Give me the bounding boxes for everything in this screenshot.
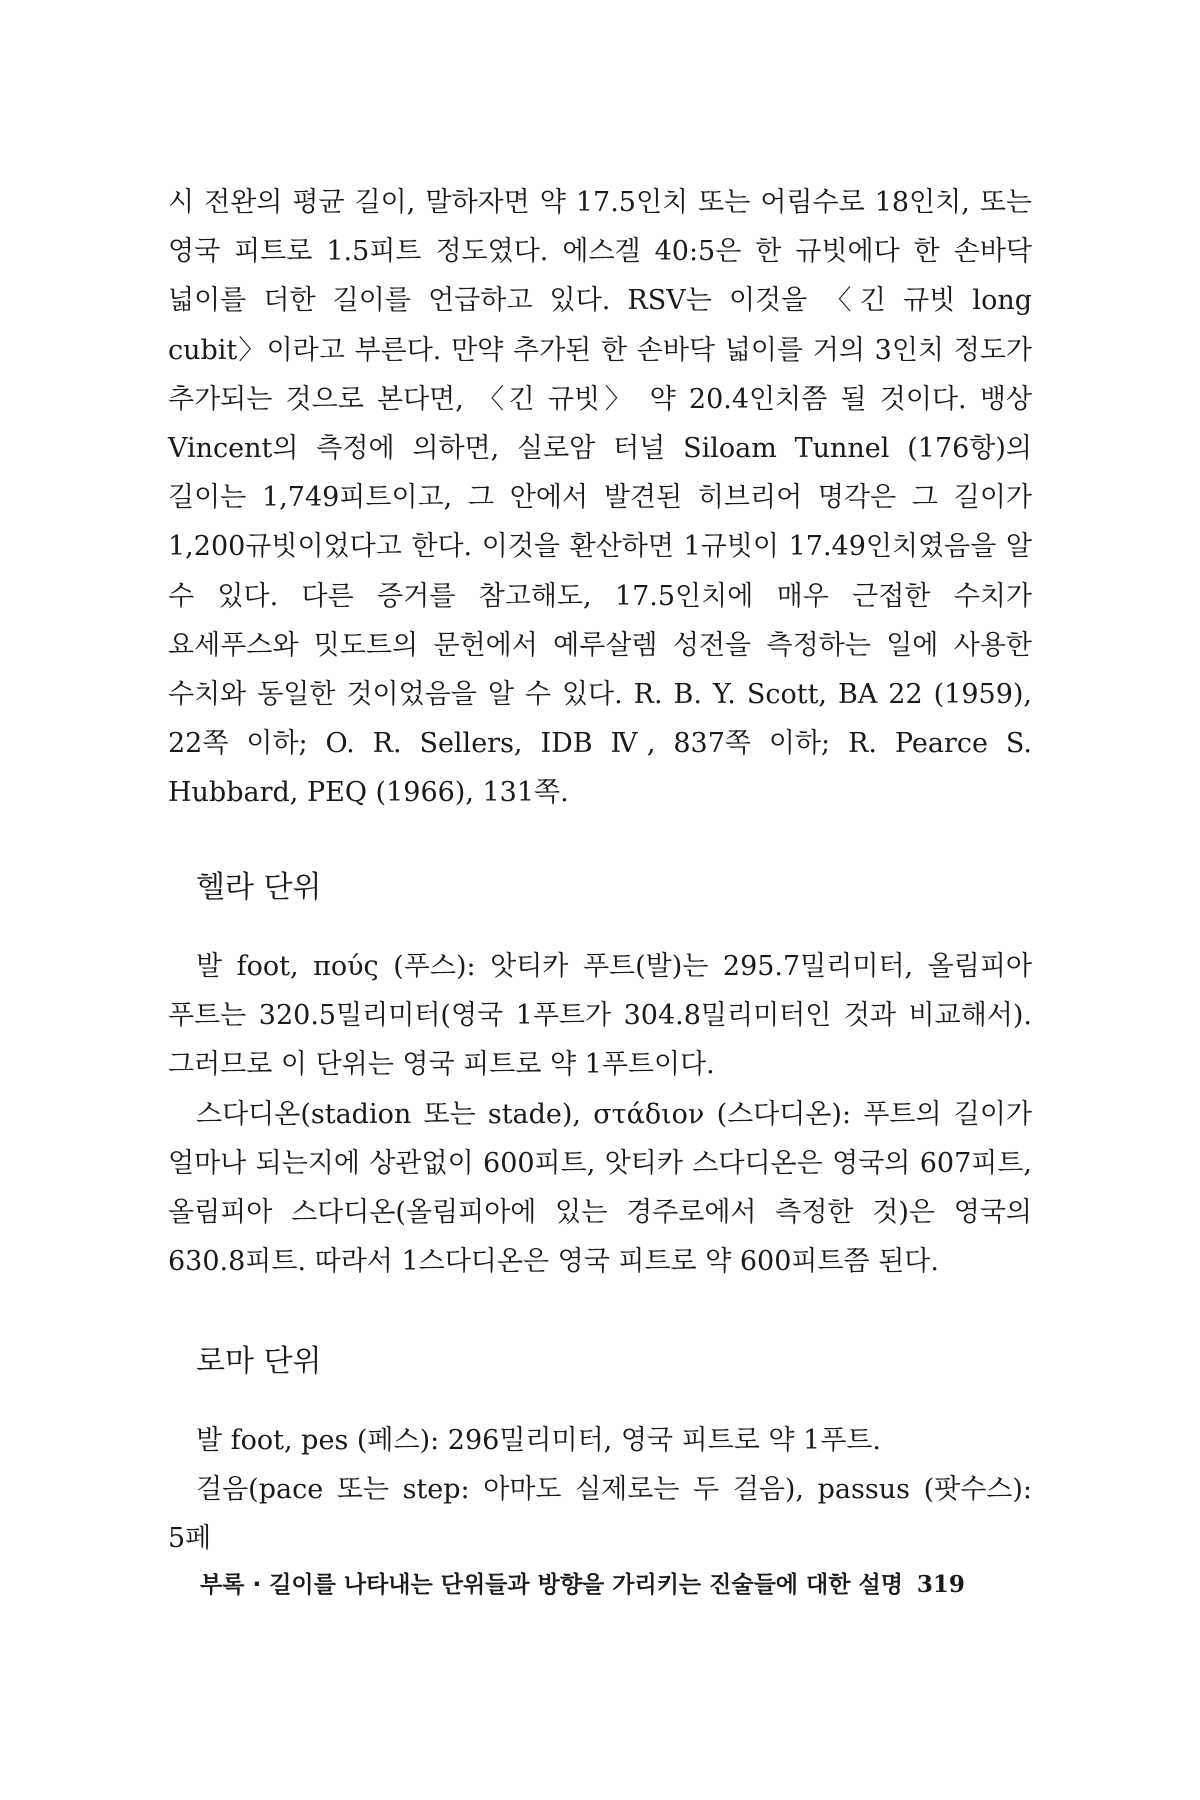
page-footer [200, 1566, 1030, 1599]
body-paragraph: 시 전완의 평균 길이, 말하자면 약 17.5인치 또는 어림수로 18인치, 또는 영국 피트로 1.5피트 정도였다. 에스겔 40:5은 한 규빗에다 한 손바닥 넓이를 더한 길이를 언급하고 있다. RSV는 이것을 〈긴 규빗 long cubit〉이라고 부른다. 만약 추가된 한 손바닥 넓이를 거의 3인치 정도가 추가되는 것으로 본다면, 〈긴 규빗〉 약 20.4인치쯤 될 것이다. 뱅상 Vincent의 측정에 의하면, 실로암 터널 Siloam Tunnel (176항)의 길이는 1,749피트이고, 그 안에서 발견된 히브리어 명각은 그 길이가 1,200규빗이었다고 한다. 이것을 환산하면 1규빗이 17.49인치였음을 알 수 있다. 다른 증거를 참고해도, 17.5인치에 매우 근접한 수치가 요세푸스와 밋도트의 문헌에서 예루살렘 성전을 측정하는 일에 사용한 수치와 동일한 것이었음을 알 수 있다. R. B. Y. Scott, BA 22 (1959), 22쪽 이하; O. R. Sellers, IDB Ⅳ, 837쪽 이하; R. Pearce S. Hubbard, PEQ (1966), 131쪽. [168, 187, 1032, 809]
main-text-block [168, 178, 1032, 818]
section-hellenic [168, 942, 1032, 1286]
entry-pace: 걸음(pace 또는 step: 아마도 실제로는 두 걸음), passus (팟수스): 5페 [168, 1474, 1032, 1555]
entry-stadion: 스다디온(stadion 또는 stade), στάδιον (스다디온): 푸트의 길이가 얼마나 되는지에 상관없이 600피트, 앗티카 스다디온은 영국의 607피트, 올림피아 스다디온(올림피아에 있는 경주로에서 측정한 것)은 영국의 630.8피트. 따라서 1스다디온은 영국 피트로 약 600피트쯤 된다. [168, 1098, 1032, 1278]
running-title: 부록 · 길이를 나타내는 단위들과 방향을 가리키는 진술들에 대한 설명 [200, 1572, 903, 1598]
entry-foot-greek: 발 foot, πούς (푸스): 앗티카 푸트(발)는 295.7밀리미터, 올림피아 푸트는 320.5밀리미터(영국 1푸트가 304.8밀리미터인 것과 비교해서). 그러므로 이 단위는 영국 피트로 약 1푸트이다. [168, 951, 1032, 1081]
section-heading-roman: 로마 단위 [196, 1344, 322, 1379]
section-roman [168, 1416, 1032, 1564]
page-number: 319 [916, 1571, 965, 1598]
entry-foot-roman: 발 foot, pes (페스): 296밀리미터, 영국 피트로 약 1푸트. [196, 1425, 881, 1456]
section-heading-hellenic: 헬라 단위 [196, 870, 322, 905]
